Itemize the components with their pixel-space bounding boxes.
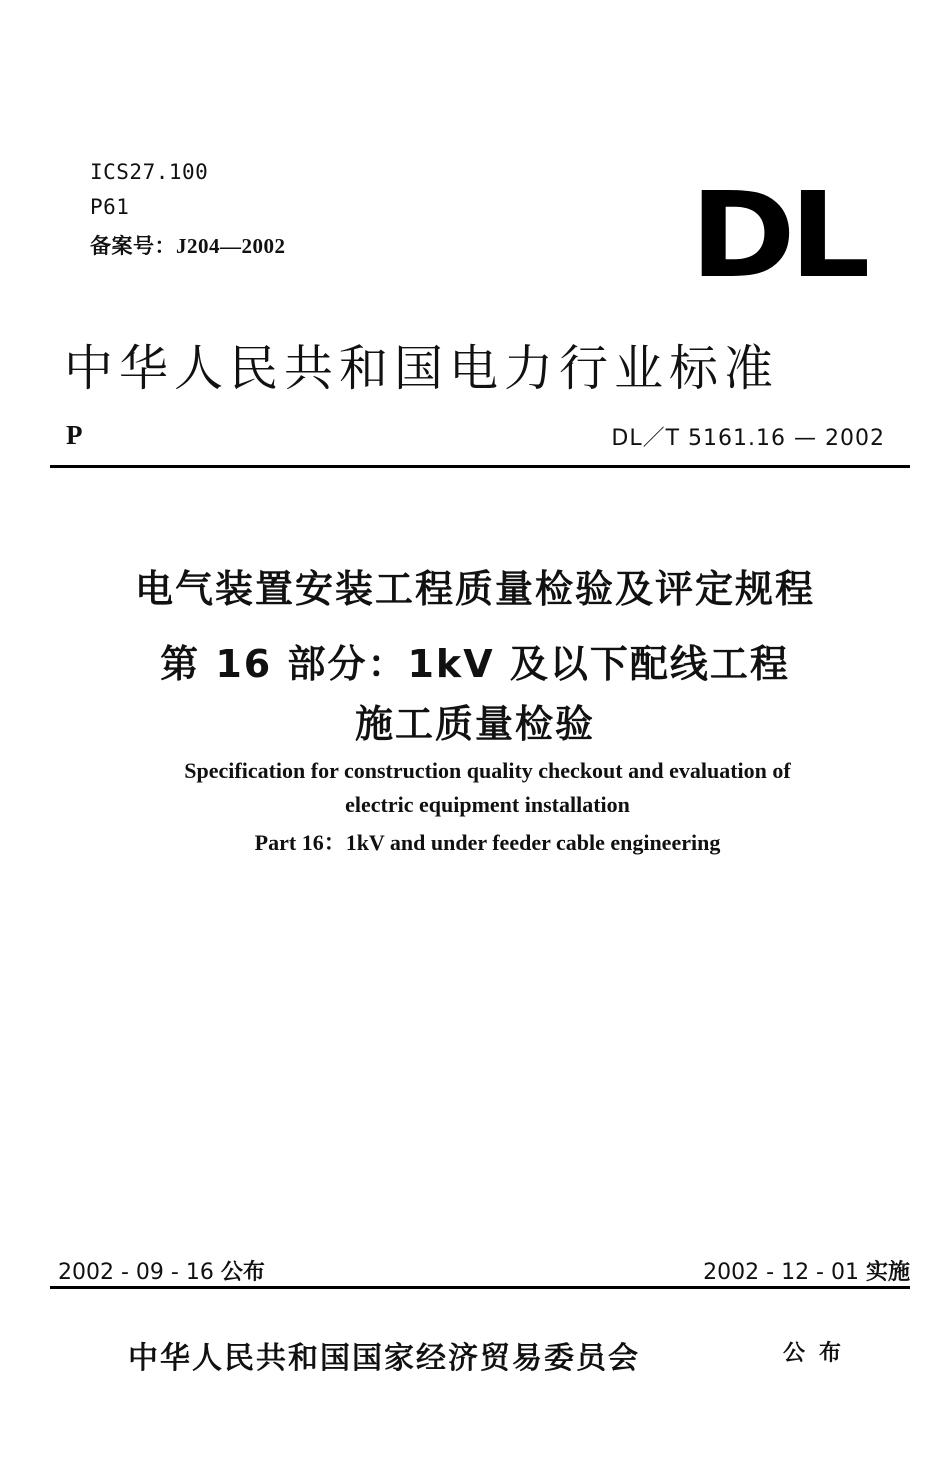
record-number	[90, 230, 286, 260]
issuer-name: 中华人民共和国国家经济贸易委员会	[128, 1341, 640, 1376]
ccs-code: P61	[90, 195, 130, 219]
title-cn-line2: 第 16 部分：1kV 及以下配线工程	[160, 642, 790, 686]
title-en-line1: Specification for construction quality checkout and evaluation of	[184, 758, 791, 783]
title-cn-line1: 电气装置安装工程质量检验及评定规程	[134, 567, 815, 611]
header-divider	[50, 465, 910, 468]
dl-logo: DL	[690, 166, 865, 304]
effective-date-label: 实施	[865, 1260, 910, 1285]
record-value: J204—2002	[176, 234, 286, 258]
publish-date	[58, 1255, 265, 1286]
title-en-line2: electric equipment installation	[345, 792, 630, 817]
ics-code: ICS27.100	[90, 160, 209, 184]
footer-divider	[50, 1286, 910, 1289]
category-letter: P	[66, 420, 83, 450]
publish-date-value: 2002 - 09 - 16	[58, 1260, 214, 1285]
organization-title: 中华人民共和国电力行业标准	[64, 340, 780, 397]
title-en-line3: Part 16：1kV and under feeder cable engineering	[254, 830, 721, 855]
publish-date-label: 公布	[220, 1260, 265, 1285]
standard-number: DL／T 5161.16 — 2002	[611, 426, 885, 451]
title-cn-line3: 施工质量检验	[354, 702, 595, 746]
effective-date	[703, 1255, 910, 1286]
effective-date-value: 2002 - 12 - 01	[703, 1260, 859, 1285]
issuer-tag: 公布	[783, 1341, 856, 1366]
record-label: 备案号：	[90, 234, 176, 258]
